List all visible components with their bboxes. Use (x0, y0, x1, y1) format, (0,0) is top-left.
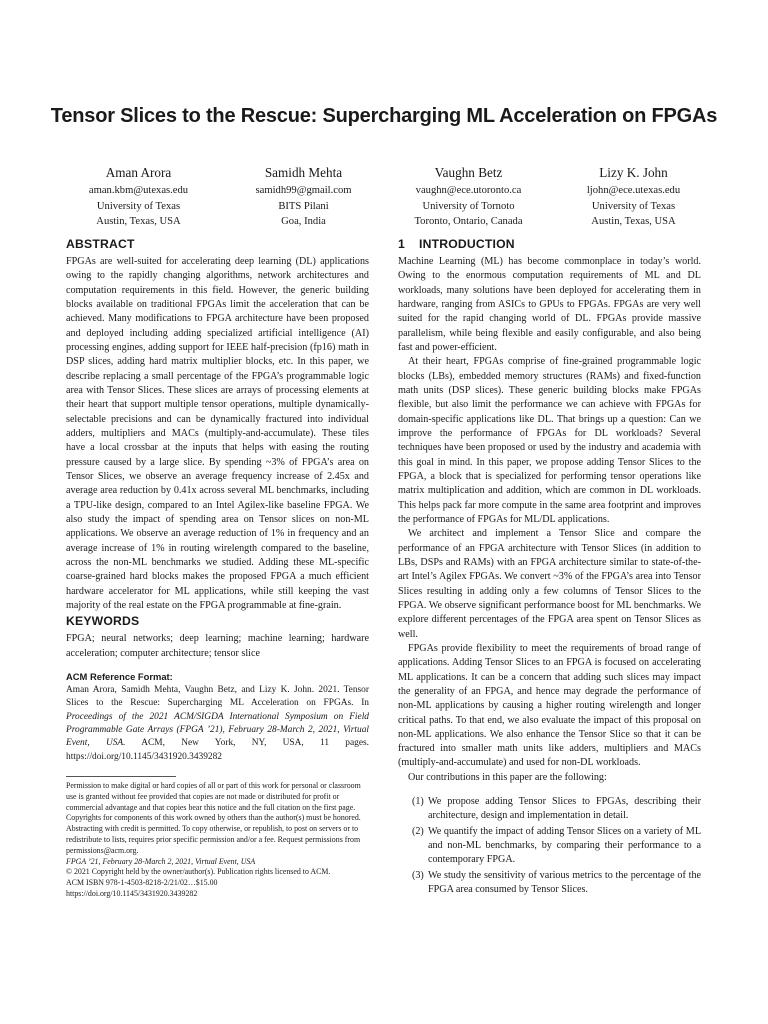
permission-notice (66, 781, 369, 900)
author-location: Toronto, Ontario, Canada (414, 216, 523, 227)
author-email: ljohn@ece.utexas.edu (586, 185, 681, 196)
abstract-text: FPGAs are well-suited for accelerating deep learning (DL) applications owing to the rapidly changing algorithms, network architectures and computation requirements in this field. However, the generic building blocks available on traditional FPGAs limit the acceleration that can be achieved. Many modifications to FPGA architecture have been proposed and deployed including adding specialized artificial intelligence (AI) processing engines, adding support for IEEE half-precision (fp16) math in DSP slices, adding hard matrix multiplier blocks, etc. In this paper, we describe replacing a small percentage of the FPGA’s programmable logic area with Tensor Slices. These slices are arrays of processing elements at their heart that support multiple tensor operations, multiple dynamically-selectable precisions and can be dynamically fractured into individual adders, multipliers and MACs (multiply-and-accumulate). These tiles have a local crossbar at the inputs that helps with easing the routing pressure caused by a large slice. By spending ~3% of FPGA’s area on Tensor Slices, we observe an average frequency increase of 2.45x and average area reduction by 0.41x across several ML benchmarks, including a TPU-like design, compared to an Intel Agilex-like baseline FPGA. We also study the impact of spending area on Tensor slices on non-ML applications. We observe an average reduction of 1% in frequency and an average increase of 1% in routing wirelength compared to the baseline, across the non-ML benchmarks we studied. Adding these ML-specific coarse-grained hard blocks makes the proposed FPGA a much efficient hardware accelerator for ML applications, while still keeping the vast majority of the real estate on the FPGA programmable at fine-grain. (66, 256, 369, 611)
isbn-line: ACM ISBN 978-1-4503-8218-2/21/02…$15.00 (66, 878, 218, 888)
list-item-index: (3) (412, 869, 424, 881)
abstract-heading: ABSTRACT (66, 237, 135, 251)
author-block (56, 164, 221, 230)
author-email: samidh99@gmail.com (255, 185, 352, 196)
author-name: Vaughn Betz (434, 165, 503, 180)
list-item-text: We quantify the impact of adding Tensor Slices on a variety of ML and non-ML benchmarks, by comparing their performance to a contemporary FPGA. (428, 825, 701, 866)
author-list (56, 164, 716, 230)
paper-title: Tensor Slices to the Rescue: Supercharging ML Acceleration on FPGAs (50, 105, 718, 127)
acm-reference-venue: Proceedings of the 2021 ACM/SIGDA International Symposium on Field Programmable Gate Arrays (FPGA ’21), February 28-March 2, 2021, Virtual Event, USA. (66, 711, 369, 749)
copyright-line: © 2021 Copyright held by the owner/author(s). Publication rights licensed to ACM. (66, 867, 331, 877)
author-affiliation: BITS Pilani (278, 200, 329, 212)
keywords-text: FPGA; neural networks; deep learning; machine learning; hardware acceleration; computer architecture; tensor slice (66, 633, 369, 659)
author-block (551, 164, 716, 230)
list-item-text: We study the sensitivity of various metrics to the percentage of the FPGA area consumed by Tensor Slices. (428, 869, 701, 896)
contributions-list (398, 795, 701, 897)
author-location: Austin, Texas, USA (96, 216, 181, 227)
intro-paragraph: FPGAs provide flexibility to meet the requirements of broad range of applications. Adding Tensor Slices to an FPGA is focused on accelerating ML applications. It can be a concern that adding such slices may impact the generality of an FPGA, and hence may degrade the performance of non-ML applications by causing a higher routing wirelength and longer critical paths. To that end, we also evaluate the impact of this proposal on non-ML applications. We also enhance the Tensor Slice so that it can be fractured into smaller math units like adders, multipliers and MACs (multiply-and-accumulate) and used for non-DL workloads. (398, 642, 701, 769)
author-location: Austin, Texas, USA (591, 216, 676, 227)
permission-text: Permission to make digital or hard copies of all or part of this work for personal or classroom use is granted without fee provided that copies are not made or distributed for profit or commercial advantage and that copies bear this notice and the full citation on the first page. Copyrights for components of this work owned by others than the author(s) must be honored. Abstracting with credit is permitted. To copy otherwise, or republish, to post on servers or to redistribute to lists, requires prior specific permission and/or a fee. Request permissions from permissions@acm.org. (66, 780, 361, 855)
keywords-heading: KEYWORDS (66, 614, 140, 629)
intro-paragraph: Our contributions in this paper are the following: (408, 771, 607, 783)
intro-paragraph: We architect and implement a Tensor Slice and compare the performance of an FPGA architecture with Tensor Slices (in addition to LBs, DSPs and RAMs) with an FPGA architecture similar to state-of-the-art Intel’s Agilex FPGAs. We convert ~3% of the FPGA’s area into Tensor Slices resulting in adding only a few columns of Tensor Slices to the FPGA. We observe significant performance boost for ML benchmarks. We explore different percentages of the FPGA area spent on Tensor Slices as well. (398, 528, 701, 640)
acm-reference-publisher: ACM, New York, NY, USA, 11 pages. https://doi.org/10.1145/3431920.3439282 (66, 738, 370, 762)
conference-line: FPGA ’21, February 28-March 2, 2021, Virtual Event, USA (66, 856, 256, 866)
author-affiliation: University of Texas (96, 200, 181, 212)
author-name: Lizy K. John (599, 165, 668, 180)
list-item (398, 825, 701, 868)
doi-line: https://doi.org/10.1145/3431920.3439282 (66, 888, 198, 898)
section-title: INTRODUCTION (418, 237, 515, 251)
author-location: Goa, India (281, 216, 326, 227)
list-item-index: (1) (412, 796, 424, 808)
intro-paragraph: At their heart, FPGAs comprise of fine-grained programmable logic blocks (LBs), embedded memory structures (RAMs) and fixed-function math units (DSP slices). These generic building blocks make FPGAs flexible, but also limit the performance we can achieve with FPGAs for domain-specific applications like DL. That brings up a question: Can we improve the performance of FPGAs for DL workloads? Several techniques have been proposed or used by the industry and academia with this goal in mind. In this paper, we propose adding Tensor Slices to the FPGA, a block that is specialized for performing tensor operations like matrix multiplication and addition, which are common in DL workloads. This helps pack far more compute in the same area footprint and improves the performance of FPGAs for ML/DL applications. (398, 356, 701, 525)
author-block (386, 164, 551, 230)
footnote-divider (66, 776, 176, 777)
left-column (66, 236, 369, 900)
list-item (398, 795, 701, 824)
introduction-heading (398, 236, 701, 252)
acm-reference-label: ACM Reference Format: (66, 670, 173, 682)
author-block (221, 164, 386, 230)
author-name: Aman Arora (105, 165, 172, 180)
section-number: 1 (398, 237, 405, 251)
author-email: aman.kbm@utexas.edu (88, 185, 189, 196)
list-item-text: We propose adding Tensor Slices to FPGAs, describing their architecture, design and implementation in detail. (428, 796, 701, 822)
author-affiliation: University of Texas (591, 200, 676, 212)
list-item (398, 869, 701, 898)
author-email: vaughn@ece.utoronto.ca (415, 185, 522, 196)
list-item-index: (2) (412, 825, 424, 837)
author-affiliation: University of Tornoto (422, 200, 515, 212)
intro-paragraph: Machine Learning (ML) has become commonplace in today’s world. Owing to the enormous computation requirements of ML and DL workloads, many solutions have been deployed for accelerating them in hardware, ranging from ASICs to GPUs to FPGAs. FPGAs are very well suited for the rapid changing world of DL. FPGAs provide massive parallelism, while being flexible and easily configurable, and also being fast and power-efficient. (398, 256, 701, 353)
author-name: Samidh Mehta (264, 165, 343, 180)
right-column (398, 236, 701, 898)
acm-reference (66, 670, 369, 764)
acm-reference-authors: Aman Arora, Samidh Mehta, Vaughn Betz, and Lizy K. John. 2021. Tensor Slices to the Rescue: Supercharging ML Acceleration on FPGAs. In (66, 685, 369, 709)
